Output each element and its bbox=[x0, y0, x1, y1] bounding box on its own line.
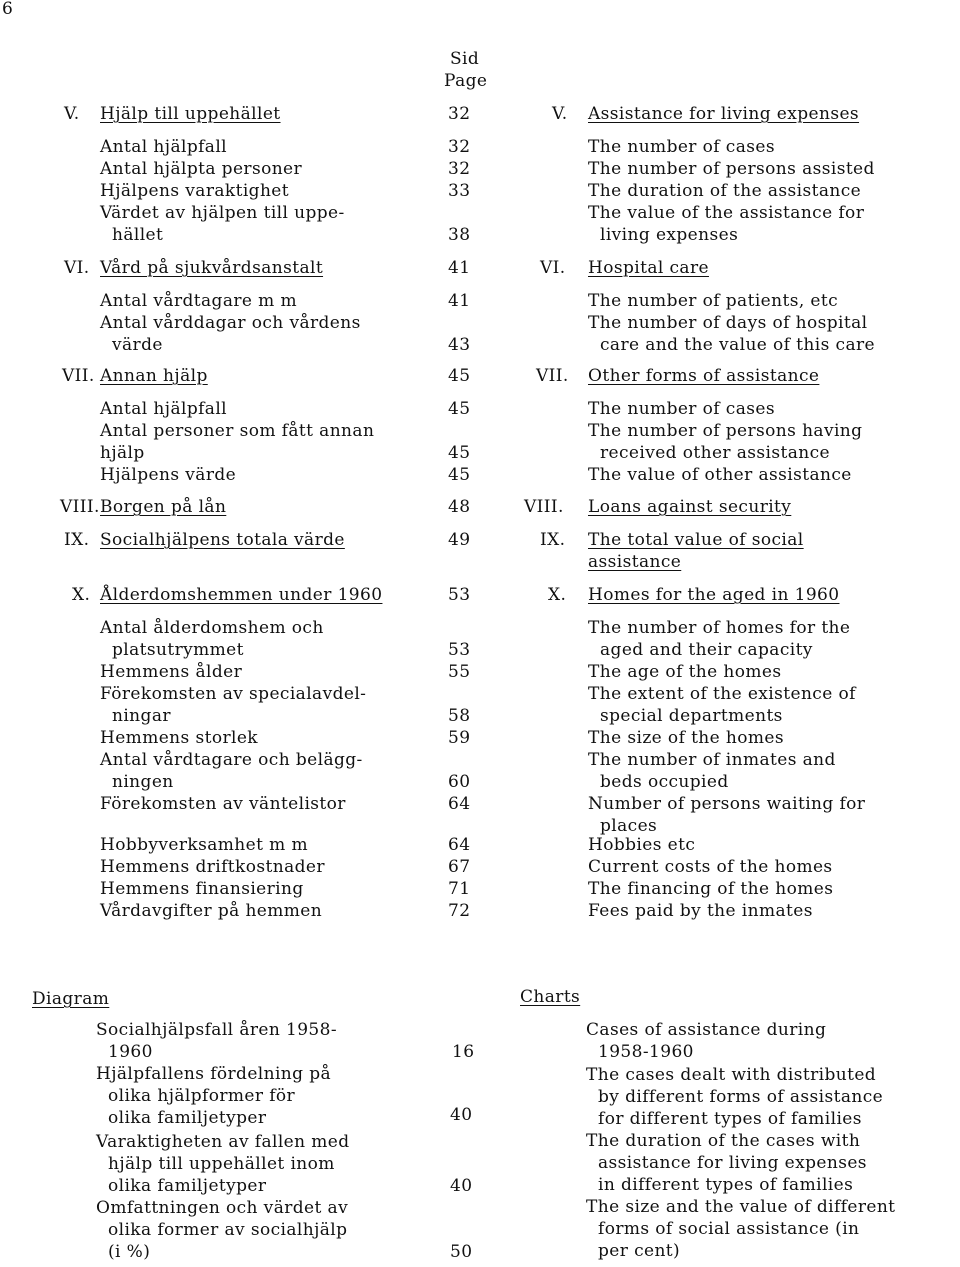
sec5-number-sv: V. bbox=[64, 104, 80, 124]
diagram-item: Omfattningen och värdet av bbox=[96, 1198, 349, 1218]
diagram-item: hjälp till uppehället inom bbox=[108, 1154, 335, 1174]
toc-item-en: The number of cases bbox=[588, 399, 775, 419]
chart-item-en: Cases of assistance during bbox=[586, 1020, 827, 1040]
diagram-page: 50 bbox=[450, 1242, 473, 1262]
toc-item-en: The number of persons assisted bbox=[588, 159, 875, 179]
toc-page: 72 bbox=[448, 901, 471, 921]
diagram-item: Socialhjälpsfall åren 1958- bbox=[96, 1020, 337, 1040]
toc-item-en: The number of days of hospital bbox=[588, 313, 868, 333]
toc-item-en: Fees paid by the inmates bbox=[588, 901, 813, 921]
toc-item-en: The value of the assistance for bbox=[588, 203, 865, 223]
sec7-page: 45 bbox=[448, 366, 471, 386]
toc-page: 67 bbox=[448, 857, 471, 877]
sec6-title-sv: Vård på sjukvårdsanstalt bbox=[100, 258, 324, 278]
sec8-title-en: Loans against security bbox=[588, 497, 792, 517]
sec6-number-sv: VI. bbox=[64, 258, 90, 278]
sec10-number-sv: X. bbox=[72, 585, 91, 605]
toc-item-en: special departments bbox=[600, 706, 783, 726]
toc-page: 45 bbox=[448, 465, 471, 485]
diagram-page: 40 bbox=[450, 1176, 473, 1196]
toc-page: 71 bbox=[448, 879, 471, 899]
toc-page: 53 bbox=[448, 640, 471, 660]
chart-item-en: The duration of the cases with bbox=[586, 1131, 861, 1151]
sec8-page: 48 bbox=[448, 497, 471, 517]
sec8-number-sv: VIII. bbox=[60, 497, 100, 517]
diagram-heading: Diagram bbox=[32, 989, 110, 1009]
toc-item-en: beds occupied bbox=[600, 772, 729, 792]
toc-page: 60 bbox=[448, 772, 471, 792]
diagram-item: olika former av socialhjälp bbox=[108, 1220, 348, 1240]
toc-page: 64 bbox=[448, 835, 471, 855]
toc-item: Hemmens driftkostnader bbox=[100, 857, 325, 877]
chart-item-en: for different types of families bbox=[598, 1109, 862, 1129]
toc-item-en: received other assistance bbox=[600, 443, 831, 463]
page-header: Page bbox=[444, 71, 488, 91]
toc-item: Förekomsten av specialavdel- bbox=[100, 684, 367, 704]
toc-page: 55 bbox=[448, 662, 471, 682]
sec10-number-en: X. bbox=[548, 585, 567, 605]
page-number: 6 bbox=[2, 0, 14, 19]
sec5-number-en: V. bbox=[552, 104, 568, 124]
toc-item: Antal personer som fått annan bbox=[100, 421, 375, 441]
toc-page: 41 bbox=[448, 291, 471, 311]
toc-item-en: living expenses bbox=[600, 225, 739, 245]
toc-page: 45 bbox=[448, 443, 471, 463]
sec5-title-en: Assistance for living expenses bbox=[588, 104, 860, 124]
toc-item-en: The number of inmates and bbox=[588, 750, 836, 770]
toc-item-en: The number of homes for the bbox=[588, 618, 851, 638]
chart-item-en: assistance for living expenses bbox=[598, 1153, 867, 1173]
sec9-page: 49 bbox=[448, 530, 471, 550]
toc-item: Antal hjälpfall bbox=[100, 399, 228, 419]
chart-item-en: The cases dealt with distributed bbox=[586, 1065, 877, 1085]
toc-item-en: aged and their capacity bbox=[600, 640, 813, 660]
toc-item-en: The extent of the existence of bbox=[588, 684, 856, 704]
toc-item-en: The number of persons having bbox=[588, 421, 863, 441]
sid-header: Sid bbox=[450, 49, 480, 69]
diagram-item: olika familjetyper bbox=[108, 1108, 267, 1128]
diagram-page: 40 bbox=[450, 1105, 473, 1125]
sec6-page: 41 bbox=[448, 258, 471, 278]
toc-item: Hobbyverksamhet m m bbox=[100, 835, 308, 855]
chart-item-en: per cent) bbox=[598, 1241, 681, 1261]
toc-page: 38 bbox=[448, 225, 471, 245]
chart-item-en: 1958-1960 bbox=[598, 1042, 694, 1062]
toc-item-en: The size of the homes bbox=[588, 728, 784, 748]
sec7-title-sv: Annan hjälp bbox=[100, 366, 208, 386]
diagram-item: olika hjälpformer för bbox=[108, 1086, 296, 1106]
toc-item-en: The financing of the homes bbox=[588, 879, 834, 899]
toc-item-en: places bbox=[600, 816, 658, 836]
diagram-item: (i %) bbox=[108, 1242, 151, 1262]
toc-item: Värdet av hjälpen till uppe- bbox=[100, 203, 345, 223]
sec10-page: 53 bbox=[448, 585, 471, 605]
toc-item: Hemmens finansiering bbox=[100, 879, 304, 899]
sec7-number-sv: VII. bbox=[62, 366, 95, 386]
toc-item: hället bbox=[112, 225, 164, 245]
toc-item: Vårdavgifter på hemmen bbox=[100, 901, 323, 921]
toc-item: hjälp bbox=[100, 443, 145, 463]
toc-item: Antal hjälpta personer bbox=[100, 159, 303, 179]
toc-item-en: Current costs of the homes bbox=[588, 857, 833, 877]
toc-item: Antal ålderdomshem och bbox=[100, 618, 324, 638]
toc-item: Antal vårdtagare m m bbox=[100, 291, 298, 311]
toc-item-en: The value of other assistance bbox=[588, 465, 852, 485]
toc-page: 33 bbox=[448, 181, 471, 201]
sec9-title-sv: Socialhjälpens totala värde bbox=[100, 530, 345, 550]
sec6-title-en: Hospital care bbox=[588, 258, 709, 278]
toc-item-en: The duration of the assistance bbox=[588, 181, 862, 201]
toc-item-en: The age of the homes bbox=[588, 662, 782, 682]
toc-page: 58 bbox=[448, 706, 471, 726]
toc-page: 64 bbox=[448, 794, 471, 814]
sec9-title-en: The total value of social bbox=[588, 530, 804, 550]
chart-item-en: forms of social assistance (in bbox=[598, 1219, 860, 1239]
toc-item-en: Hobbies etc bbox=[588, 835, 696, 855]
diagram-item: 1960 bbox=[108, 1042, 153, 1062]
sec5-title-sv: Hjälp till uppehället bbox=[100, 104, 281, 124]
toc-item: Antal vårddagar och vårdens bbox=[100, 313, 361, 333]
toc-item: ningen bbox=[112, 772, 174, 792]
sec9-title-en-cont: assistance bbox=[588, 552, 682, 572]
chart-item-en: by different forms of assistance bbox=[598, 1087, 884, 1107]
toc-page: 45 bbox=[448, 399, 471, 419]
sec5-page: 32 bbox=[448, 104, 471, 124]
toc-item: ningar bbox=[112, 706, 171, 726]
sec8-number-en: VIII. bbox=[524, 497, 564, 517]
toc-item: Hjälpens värde bbox=[100, 465, 237, 485]
sec9-number-sv: IX. bbox=[64, 530, 90, 550]
sec10-title-en: Homes for the aged in 1960 bbox=[588, 585, 840, 605]
chart-item-en: in different types of families bbox=[598, 1175, 854, 1195]
diagram-item: Varaktigheten av fallen med bbox=[96, 1132, 350, 1152]
sec7-title-en: Other forms of assistance bbox=[588, 366, 820, 386]
sec10-title-sv: Ålderdomshemmen under 1960 bbox=[100, 585, 383, 605]
toc-item: Hjälpens varaktighet bbox=[100, 181, 289, 201]
toc-item: Förekomsten av väntelistor bbox=[100, 794, 346, 814]
toc-page: 32 bbox=[448, 159, 471, 179]
toc-item: Antal vårdtagare och belägg- bbox=[100, 750, 363, 770]
chart-item-en: The size and the value of different bbox=[586, 1197, 896, 1217]
toc-page: 43 bbox=[448, 335, 471, 355]
toc-page: 32 bbox=[448, 137, 471, 157]
sec6-number-en: VI. bbox=[540, 258, 566, 278]
toc-item: Hemmens ålder bbox=[100, 662, 243, 682]
toc-item: platsutrymmet bbox=[112, 640, 244, 660]
toc-item: Antal hjälpfall bbox=[100, 137, 228, 157]
diagram-page: 16 bbox=[452, 1042, 475, 1062]
sec7-number-en: VII. bbox=[536, 366, 569, 386]
toc-item-en: care and the value of this care bbox=[600, 335, 875, 355]
toc-item-en: Number of persons waiting for bbox=[588, 794, 866, 814]
sec8-title-sv: Borgen på lån bbox=[100, 497, 227, 517]
toc-item-en: The number of patients, etc bbox=[588, 291, 839, 311]
toc-item: värde bbox=[112, 335, 163, 355]
toc-item: Hemmens storlek bbox=[100, 728, 258, 748]
diagram-item: Hjälpfallens fördelning på bbox=[96, 1064, 332, 1084]
sec9-number-en: IX. bbox=[540, 530, 566, 550]
charts-heading: Charts bbox=[520, 987, 581, 1007]
toc-page: 59 bbox=[448, 728, 471, 748]
toc-item-en: The number of cases bbox=[588, 137, 775, 157]
diagram-item: olika familjetyper bbox=[108, 1176, 267, 1196]
